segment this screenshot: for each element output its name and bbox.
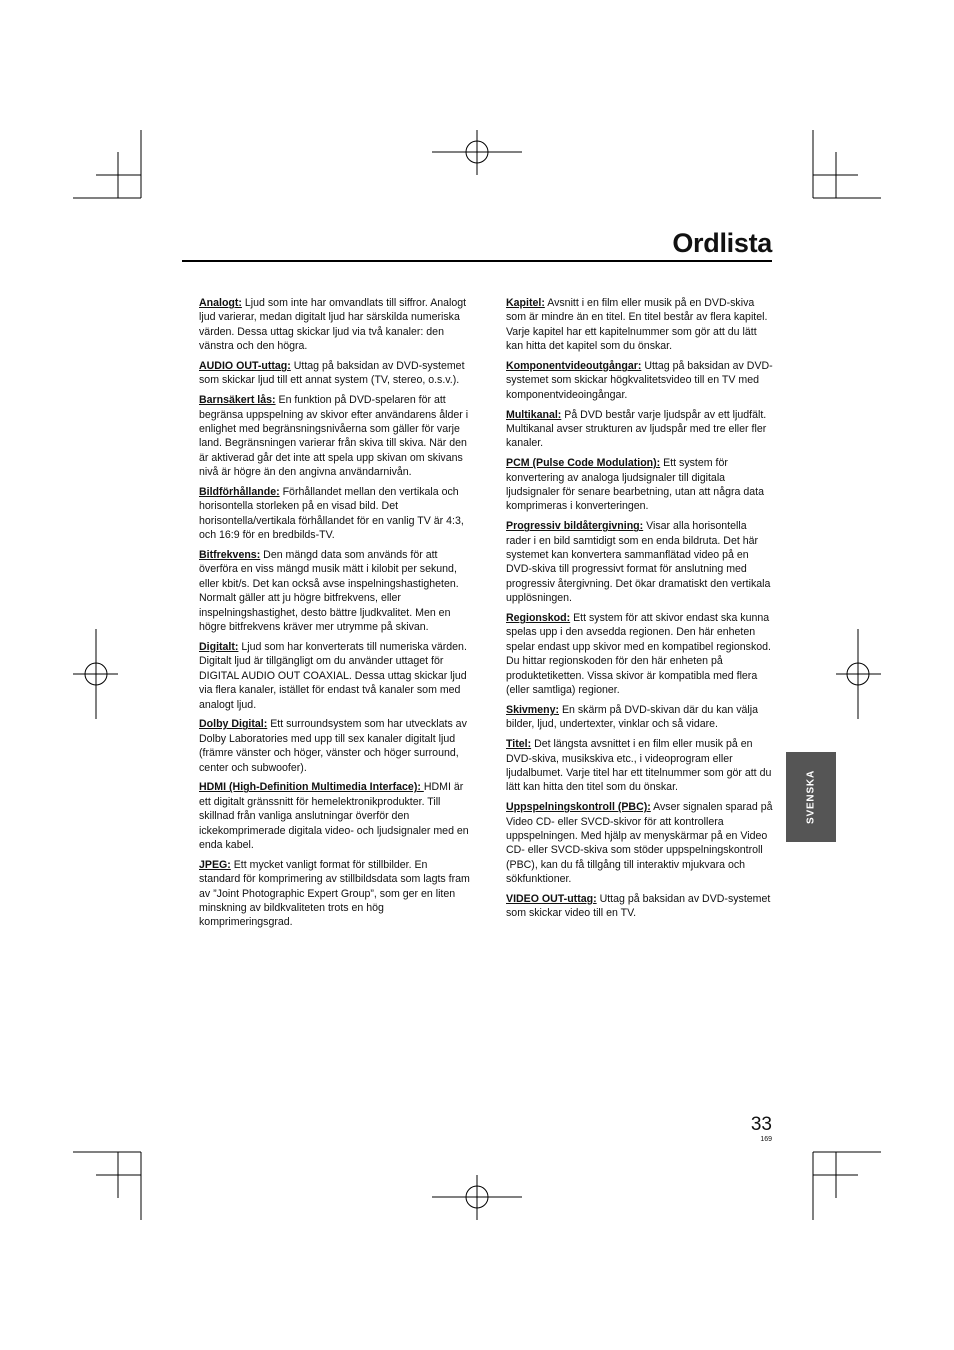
glossary-entry — [199, 640, 471, 712]
glossary-term: AUDIO OUT-uttag: — [199, 360, 291, 373]
glossary-entry — [506, 737, 774, 795]
glossary-term: Skivmeny: — [506, 703, 559, 716]
glossary-term: Titel: — [506, 738, 532, 751]
glossary-entry — [199, 858, 471, 930]
glossary-definition: Avsnitt i en film eller musik på en DVD-skiva som är mindre än en titel. En titel består av flera kapitel. Varje kapitel har ett kapitelnummer som gör att du lätt kan hitta det kapitel som du önskar. — [506, 297, 768, 353]
language-tab — [786, 752, 836, 842]
page-title: Ordlista — [672, 228, 772, 258]
glossary-term: Progressiv bildåtergivning: — [506, 520, 644, 533]
glossary-term: HDMI (High-Definition Multimedia Interface): — [199, 781, 424, 794]
page-number: 33 — [750, 1114, 772, 1135]
glossary-term: Digitalt: — [199, 640, 239, 653]
glossary-definition: HDMI är ett digitalt gränssnitt för hemelektronikprodukter. Till skillnad från vanliga anslutningar överför den ickekomprimerade digitala video- och ljudsignaler med en enda kabel. — [199, 781, 469, 851]
glossary-definition: Uttag på baksidan av DVD-systemet som skickar högkvalitetsvideo till en TV med komponentvideoingångar. — [506, 360, 773, 401]
glossary-definition: Ett surroundsystem som har utvecklats av Dolby Laboratories med upp till sex kanaler digitalt ljud (främre vänster och höger, vänster och höger surround, center och subwoofer). — [199, 718, 467, 774]
glossary-definition: Visar alla horisontella rader i en bild samtidigt som en enda bildruta. Det här systemet kan konvertera sammanflätad video på en DVD-skiva till progressivt format för anslutning med progressiv återgivning. Det ökar dramatiskt den vertikala upplösningen. — [506, 520, 771, 605]
glossary-term: Regionskod: — [506, 612, 571, 625]
glossary-term: Kapitel: — [506, 297, 545, 309]
glossary-entry — [199, 393, 471, 479]
glossary-definition: Ett system för att skivor endast ska kunna spelas upp i den avsedda regionen. Den här enheten spelar endast upp skivor med en kompatibel regionskod. Du hittar regionskoden för den här enheten på produktetiketten. Vissa skivor är kompatibla med flera (eller samtliga) regioner. — [506, 612, 771, 697]
glossary-entry — [199, 296, 471, 354]
glossary-term: Multikanal: — [506, 408, 562, 421]
glossary-entry — [506, 408, 774, 451]
glossary-entry — [506, 892, 774, 921]
glossary-entry — [506, 519, 774, 605]
glossary-term: Dolby Digital: — [199, 718, 268, 731]
glossary-term: Barnsäkert lås: — [199, 394, 276, 407]
glossary-term: Analogt: — [199, 297, 242, 309]
glossary-definition: Uttag på baksidan av DVD-systemet som skickar video till en TV. — [506, 892, 771, 920]
glossary-entry — [506, 800, 774, 886]
title-divider — [182, 260, 772, 262]
glossary-entry — [506, 296, 774, 354]
glossary-definition: Uttag på baksidan av DVD-systemet som skickar ljud till ett annat system (TV, stereo, o.s.v.). — [199, 360, 465, 387]
glossary-definition: På DVD består varje ljudspår av ett ljudfält. Multikanal avser strukturen av ljudspår med tre eller fler kanaler. — [506, 408, 767, 450]
glossary-term: Uppspelningskontroll (PBC): — [506, 801, 651, 814]
glossary-term: Bildförhållande: — [199, 486, 280, 499]
glossary-term: Komponentvideoutgångar: — [506, 360, 642, 373]
glossary-definition: Ljud som har konverterats till numeriska värden. Digitalt ljud är tillgängligt om du använder uttaget för DIGITAL AUDIO OUT COAXIAL. Dessa uttag skickar ljud via flera kanaler, istället för endast två kanaler som med analogt ljud. — [199, 640, 467, 711]
glossary-entry — [506, 456, 774, 514]
glossary-term: VIDEO OUT-uttag: — [506, 892, 597, 905]
glossary-definition: Förhållandet mellan den vertikala och horisontella storleken på en visad bild. Det horisontella/vertikala förhållandet för en vanlig TV är 4:3, och 16:9 för en bredbilds-TV. — [199, 486, 464, 542]
glossary-entry — [199, 359, 471, 388]
glossary-definition: Ett mycket vanligt format för stillbilder. En standard för komprimering av stillbildsdata som lagts fram av ”Joint Photographic Expert Group”, som ger en liten minskning av bildkvaliteten trots en hög komprimeringsgrad. — [199, 858, 470, 929]
glossary-entry — [199, 717, 471, 775]
glossary-definition: En skärm på DVD-skivan där du kan välja bilder, ljud, undertexter, vinklar och så vidare. — [506, 703, 759, 731]
glossary-entry — [506, 611, 774, 697]
glossary-entry — [199, 548, 471, 634]
glossary-definition: Avser signalen sparad på Video CD- eller SVCD-skivor för att kontrollera uppspelningen. Med hjälp av menyskärmar på en Video CD- eller SVCD-skiva som stöder uppspelningskontroll (PBC), kan du få tillgång till interaktiv mjukvara och sökfunktioner. — [506, 801, 773, 886]
glossary-definition: Ett system för konvertering av analoga ljudsignaler till digitala ljudsignaler för senare bearbetning, utan att några data komprimeras i konverteringen. — [506, 457, 764, 513]
glossary-term: Bitfrekvens: — [199, 549, 261, 562]
glossary-entry — [506, 703, 774, 732]
glossary-definition: Det längsta avsnittet i en film eller musik på en DVD-skiva, musikskiva etc., i videoprogram eller ljudalbumet. Varje titel har ett titelnummer som gör att du lätt kan hitta den titel som du önskar. — [506, 738, 772, 794]
glossary-term: PCM (Pulse Code Modulation): — [506, 457, 661, 470]
glossary-entry — [199, 780, 471, 852]
glossary-definition: Den mängd data som används för att överföra en viss mängd musik mätt i kilobit per sekund, eller kbit/s. Det kan också avse inspelningshastigheten. Normalt gäller att ju högre bitfrekvens, eller inspelningshastighet, desto bättre ljudkvalitet. Men en högre bitfrekvens kräver mer utrymme på skivan. — [199, 549, 459, 634]
glossary-definition: En funktion på DVD-spelaren för att begränsa uppspelning av skivor efter användarens ålder i enlighet med begränsningsnivåerna som gäller för varje land. Begränsningen varierar från skiva till skiva. När den är aktiverad går det inte att spela upp skivan om skivans nivå är högre än den angivna användarnivån. — [199, 394, 469, 479]
glossary-column-right — [506, 296, 774, 926]
glossary-definition: Ljud som inte har omvandlats till siffror. Analogt ljud varierar, medan digitalt ljud har särskilda numeriska värden. Dessa uttag skickar ljud via två kanaler: den vänstra och den högra. — [199, 297, 467, 353]
page-sub-number: 169 — [760, 1136, 772, 1143]
language-tab-label: SVENSKA — [805, 770, 817, 824]
glossary-column-left — [199, 296, 471, 935]
glossary-entry — [506, 359, 774, 402]
glossary-term: JPEG: — [199, 858, 231, 871]
glossary-entry — [199, 485, 471, 543]
